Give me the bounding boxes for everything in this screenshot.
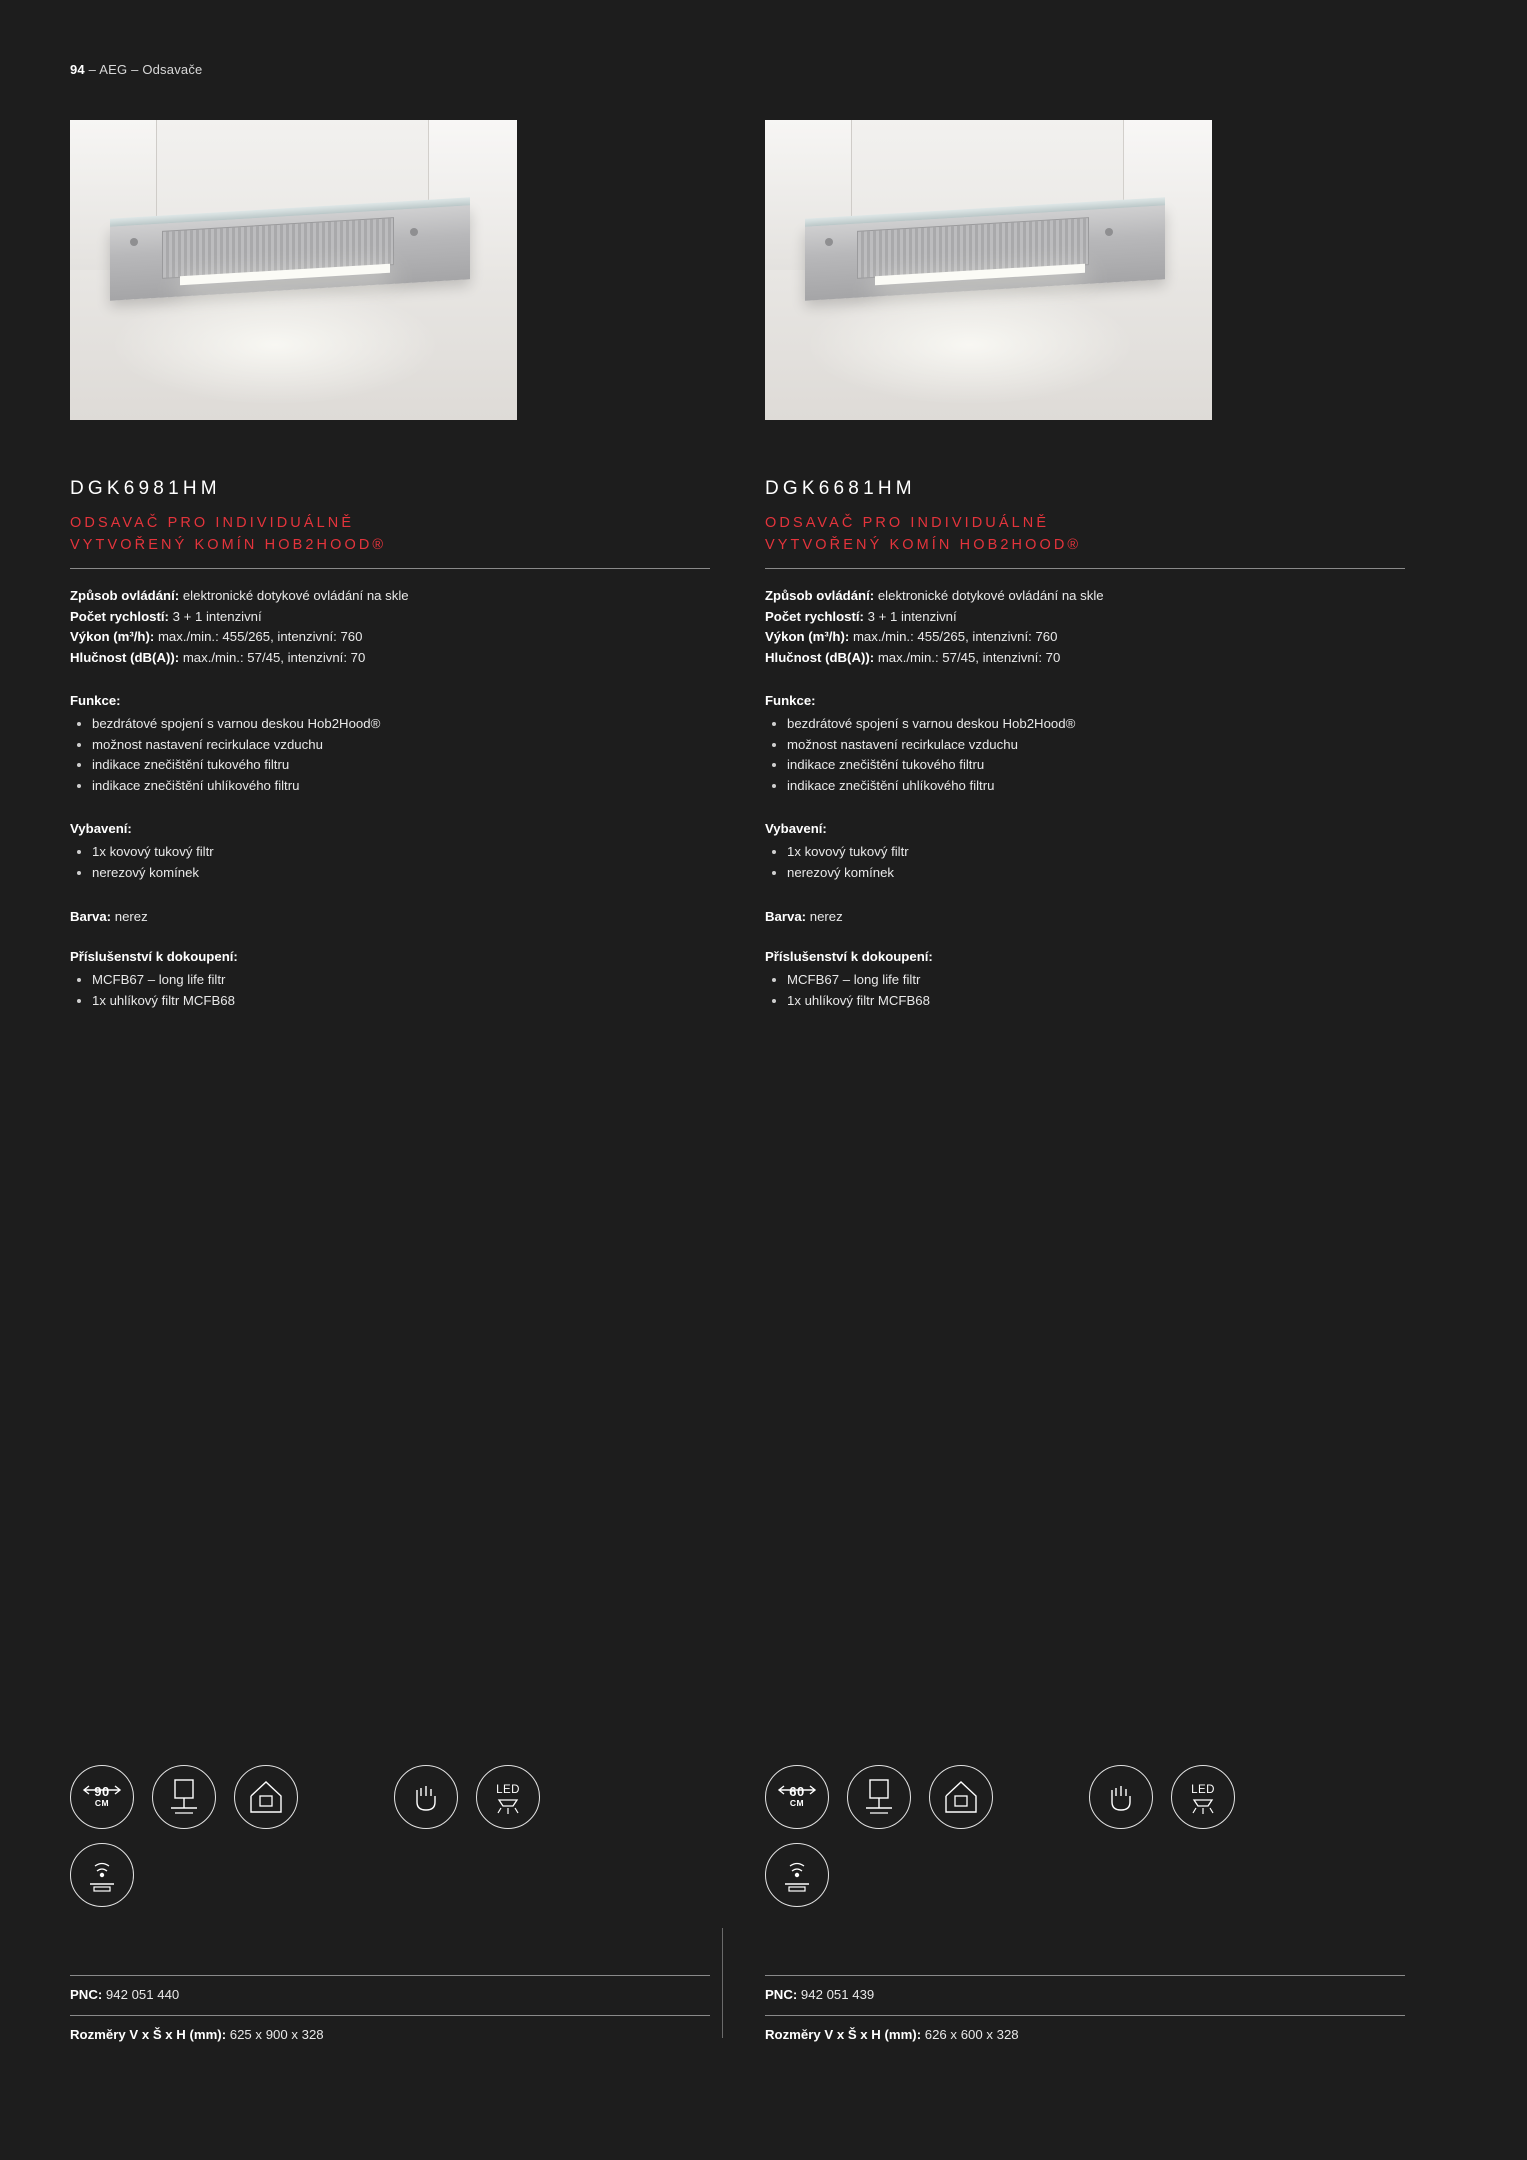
spec-value: 3 + 1 intenzivní [172, 608, 262, 624]
page-header [70, 62, 202, 77]
pnc-value: 942 051 440 [105, 1987, 180, 2002]
color-label: Barva: [70, 909, 112, 924]
house-extraction-icon [929, 1765, 993, 1829]
dimensions-row-1 [765, 2027, 1405, 2042]
spec-value: elektronické dotykové ovládání na skle [877, 588, 1104, 603]
product-subtitle-line2-0: VYTVOŘENÝ KOMÍN HOB2HOOD® [70, 537, 387, 553]
page-number: 94 [70, 62, 85, 77]
list-item: 1x kovový tukový filtr [765, 842, 1405, 863]
list-item: MCFB67 – long life filtr [70, 970, 710, 991]
pnc-value: 942 051 439 [800, 1987, 875, 2002]
color-label: Barva: [765, 909, 807, 924]
width-value: 90 [94, 1784, 110, 1799]
spec-row [70, 586, 710, 607]
product-model-0: DGK6981HM [70, 478, 221, 499]
spec-row [765, 627, 1405, 648]
breadcrumb: – AEG – Odsavače [84, 62, 203, 77]
product-photo-1 [765, 120, 1212, 420]
spec-label: Hlučnost (dB(A)): [70, 649, 180, 665]
house-extraction-icon [234, 1765, 298, 1829]
color-value: nerez [114, 909, 148, 924]
equipment-title-1: Vybavení: [765, 821, 827, 836]
list-item: nerezový komínek [70, 863, 710, 884]
divider [70, 1975, 710, 1976]
list-item: 1x uhlíkový filtr MCFB68 [70, 991, 710, 1012]
footer-col-0 [70, 1975, 710, 2055]
equipment-list-0 [70, 842, 710, 883]
list-item: možnost nastavení recirkulace vzduchu [765, 735, 1405, 756]
dimensions-row-0 [70, 2027, 710, 2042]
icon-row [70, 1843, 558, 1907]
spec-label: Výkon (m³/h): [765, 629, 850, 644]
divider [765, 2015, 1405, 2016]
spec-row [765, 648, 1405, 669]
equipment-list-1 [765, 842, 1405, 883]
spec-row [70, 607, 710, 628]
pnc-row-1 [765, 1987, 1405, 2002]
divider [765, 568, 1405, 569]
product-columns [70, 120, 1460, 1011]
hob2hood-icon [70, 1843, 134, 1907]
led-label: LED [1191, 1784, 1215, 1796]
product-specs-0 [70, 586, 710, 668]
product-subtitle-1 [765, 512, 1405, 556]
icon-row [765, 1843, 1253, 1907]
functions-title-0: Funkce: [70, 693, 121, 708]
pnc-label: PNC: [70, 1987, 103, 2002]
dimensions-value: 625 x 900 x 328 [229, 2027, 324, 2042]
product-model-1: DGK6681HM [765, 478, 916, 499]
width-unit: CM [789, 1798, 805, 1808]
list-item: 1x uhlíkový filtr MCFB68 [765, 991, 1405, 1012]
color-row-0 [70, 909, 710, 924]
spec-label: Počet rychlostí: [70, 608, 169, 624]
width-cm-icon [70, 1765, 134, 1829]
column-separator [722, 1928, 723, 2038]
list-item: MCFB67 – long life filtr [765, 970, 1405, 991]
product-card-0 [70, 120, 710, 1011]
list-item: bezdrátové spojení s varnou deskou Hob2Hood® [765, 714, 1405, 735]
equipment-title-0: Vybavení: [70, 821, 132, 836]
dimensions-label: Rozměry V x Š x H (mm): [70, 2027, 227, 2042]
spec-value: elektronické dotykové ovládání na skle [182, 588, 409, 603]
list-item: možnost nastavení recirkulace vzduchu [70, 735, 710, 756]
functions-title-1: Funkce: [765, 693, 816, 708]
divider [765, 1975, 1405, 1976]
product-subtitle-line2-1: VYTVOŘENÝ KOMÍN HOB2HOOD® [765, 537, 1082, 553]
list-item: indikace znečištění tukového filtru [70, 755, 710, 776]
spec-label: Počet rychlostí: [765, 608, 864, 624]
functions-list-1 [765, 714, 1405, 796]
touch-control-icon [1089, 1765, 1153, 1829]
list-item: nerezový komínek [765, 863, 1405, 884]
accessories-list-1 [765, 970, 1405, 1011]
product-specs-1 [765, 586, 1405, 668]
spec-row [765, 586, 1405, 607]
spec-label: Výkon (m³/h): [70, 629, 155, 644]
spec-value: 3 + 1 intenzivní [867, 608, 957, 624]
spec-label: Způsob ovládání: [765, 588, 875, 603]
spec-value: max./min.: 57/45, intenzivní: 70 [877, 649, 1061, 665]
dimensions-value: 626 x 600 x 328 [924, 2027, 1019, 2042]
list-item: bezdrátové spojení s varnou deskou Hob2Hood® [70, 714, 710, 735]
list-item: indikace znečištění tukového filtru [765, 755, 1405, 776]
hob2hood-icon [765, 1843, 829, 1907]
width-cm-icon [765, 1765, 829, 1829]
width-unit: CM [94, 1798, 110, 1808]
product-subtitle-0 [70, 512, 710, 556]
pnc-label: PNC: [765, 1987, 798, 2002]
accessories-title-1: Příslušenství k dokoupení: [765, 949, 933, 964]
icon-row [70, 1765, 558, 1829]
accessories-list-0 [70, 970, 710, 1011]
product-photo-0 [70, 120, 517, 420]
spec-row [70, 627, 710, 648]
recirculation-icon [847, 1765, 911, 1829]
accessories-title-0: Příslušenství k dokoupení: [70, 949, 238, 964]
led-label: LED [496, 1784, 520, 1796]
list-item: indikace znečištění uhlíkového filtru [765, 776, 1405, 797]
divider [70, 568, 710, 569]
spec-label: Hlučnost (dB(A)): [765, 649, 875, 665]
color-row-1 [765, 909, 1405, 924]
icon-group-0 [70, 1765, 558, 1907]
spec-value: max./min.: 455/265, intenzivní: 760 [852, 629, 1058, 644]
icon-row [765, 1765, 1253, 1829]
product-card-1 [765, 120, 1405, 1011]
led-light-icon [1171, 1765, 1235, 1829]
spec-label: Způsob ovládání: [70, 588, 180, 603]
icon-group-1 [765, 1765, 1253, 1907]
product-subtitle-line1-1: ODSAVAČ PRO INDIVIDUÁLNĚ [765, 515, 1050, 531]
list-item: indikace znečištění uhlíkového filtru [70, 776, 710, 797]
divider [70, 2015, 710, 2016]
pnc-row-0 [70, 1987, 710, 2002]
spec-row [765, 607, 1405, 628]
color-value: nerez [809, 909, 843, 924]
spec-row [70, 648, 710, 669]
width-value: 60 [789, 1784, 805, 1799]
functions-list-0 [70, 714, 710, 796]
list-item: 1x kovový tukový filtr [70, 842, 710, 863]
led-light-icon [476, 1765, 540, 1829]
spec-value: max./min.: 455/265, intenzivní: 760 [157, 629, 363, 644]
product-subtitle-line1-0: ODSAVAČ PRO INDIVIDUÁLNĚ [70, 515, 355, 531]
dimensions-label: Rozměry V x Š x H (mm): [765, 2027, 922, 2042]
spec-value: max./min.: 57/45, intenzivní: 70 [182, 649, 366, 665]
footer-col-1 [765, 1975, 1405, 2055]
recirculation-icon [152, 1765, 216, 1829]
touch-control-icon [394, 1765, 458, 1829]
